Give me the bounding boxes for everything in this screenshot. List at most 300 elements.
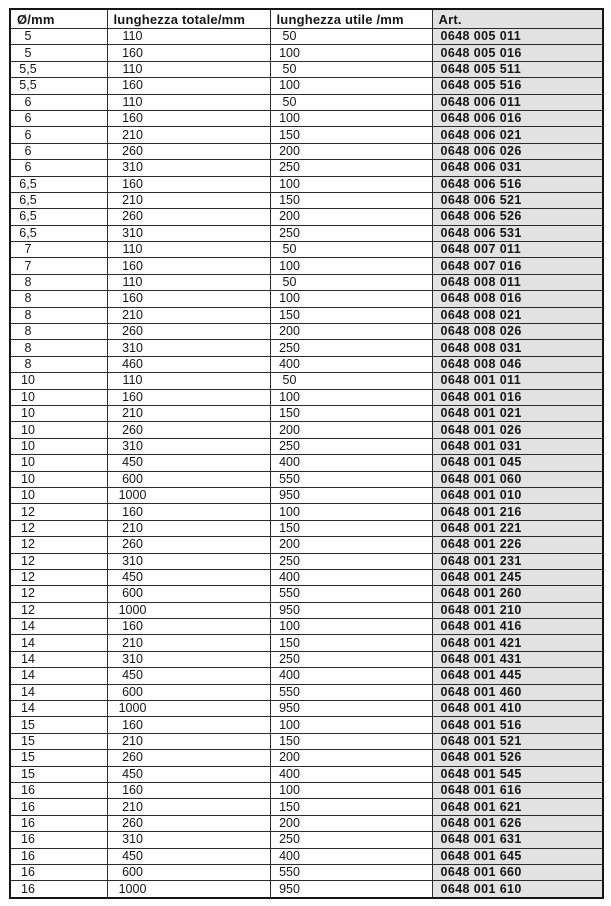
cell-value: 8 bbox=[24, 307, 32, 322]
cell-art bbox=[432, 848, 603, 864]
cell-total-length bbox=[107, 422, 270, 438]
cell-value: 200 bbox=[279, 422, 300, 437]
cell-art bbox=[432, 356, 603, 372]
cell-value: 160 bbox=[122, 717, 143, 732]
cell-diameter bbox=[10, 422, 107, 438]
cell-art bbox=[432, 127, 603, 143]
cell-value: 0648 001 621 bbox=[440, 799, 522, 814]
cell-usable-length bbox=[270, 307, 432, 323]
table-row bbox=[10, 553, 603, 569]
cell-diameter bbox=[10, 717, 107, 733]
cell-value: 100 bbox=[279, 176, 300, 191]
cell-value: 0648 001 031 bbox=[440, 438, 522, 453]
cell-value: 14 bbox=[21, 668, 35, 683]
cell-usable-length bbox=[270, 619, 432, 635]
cell-value: 16 bbox=[21, 832, 35, 847]
cell-value: 6 bbox=[24, 111, 32, 126]
cell-value: 0648 005 516 bbox=[440, 78, 522, 93]
cell-value: 100 bbox=[279, 783, 300, 798]
cell-value: 110 bbox=[122, 61, 143, 76]
cell-value: 450 bbox=[122, 766, 143, 781]
cell-value: 160 bbox=[122, 78, 143, 93]
cell-value: 150 bbox=[279, 635, 300, 650]
cell-value: 15 bbox=[21, 766, 35, 781]
cell-art bbox=[432, 258, 603, 274]
cell-value: 16 bbox=[21, 848, 35, 863]
cell-art bbox=[432, 832, 603, 848]
cell-diameter bbox=[10, 110, 107, 126]
cell-value: 14 bbox=[21, 635, 35, 650]
cell-diameter bbox=[10, 553, 107, 569]
cell-usable-length bbox=[270, 143, 432, 159]
cell-total-length bbox=[107, 668, 270, 684]
cell-value: 8 bbox=[24, 357, 32, 371]
table-row bbox=[10, 504, 603, 520]
cell-value: 100 bbox=[279, 258, 300, 273]
cell-usable-length bbox=[270, 209, 432, 225]
cell-art bbox=[432, 815, 603, 831]
cell-value: 600 bbox=[122, 684, 143, 699]
cell-value: 250 bbox=[279, 553, 300, 568]
table-row bbox=[10, 766, 603, 782]
cell-total-length bbox=[107, 340, 270, 356]
cell-diameter bbox=[10, 815, 107, 831]
cell-value: 150 bbox=[279, 307, 300, 322]
cell-value: 0648 001 626 bbox=[440, 815, 522, 830]
table-row bbox=[10, 717, 603, 733]
cell-value: 0648 006 521 bbox=[440, 193, 522, 208]
cell-art bbox=[432, 553, 603, 569]
cell-diameter bbox=[10, 586, 107, 602]
cell-art bbox=[432, 340, 603, 356]
cell-value: 550 bbox=[279, 471, 300, 486]
cell-diameter bbox=[10, 635, 107, 651]
cell-value: 600 bbox=[122, 471, 143, 486]
cell-art bbox=[432, 864, 603, 880]
cell-usable-length bbox=[270, 373, 432, 389]
cell-diameter bbox=[10, 45, 107, 61]
cell-total-length bbox=[107, 274, 270, 290]
cell-total-length bbox=[107, 258, 270, 274]
cell-diameter bbox=[10, 668, 107, 684]
cell-value: 0648 001 610 bbox=[440, 881, 522, 896]
table-row bbox=[10, 569, 603, 585]
cell-value: 6 bbox=[24, 143, 32, 158]
cell-value: 0648 001 421 bbox=[440, 635, 522, 650]
cell-diameter bbox=[10, 160, 107, 176]
cell-value: 0648 006 031 bbox=[440, 160, 522, 175]
table-row bbox=[10, 782, 603, 798]
cell-total-length bbox=[107, 307, 270, 323]
cell-value: 210 bbox=[122, 193, 143, 208]
cell-usable-length bbox=[270, 815, 432, 831]
cell-art bbox=[432, 684, 603, 700]
cell-value: 50 bbox=[282, 242, 297, 257]
cell-art bbox=[432, 422, 603, 438]
cell-art bbox=[432, 569, 603, 585]
cell-art bbox=[432, 799, 603, 815]
cell-value: 250 bbox=[279, 340, 300, 355]
cell-usable-length bbox=[270, 750, 432, 766]
cell-value: 15 bbox=[21, 750, 35, 765]
cell-value: 0648 006 011 bbox=[440, 94, 522, 109]
cell-value: 200 bbox=[279, 209, 300, 224]
cell-value: 0648 007 016 bbox=[440, 258, 522, 273]
cell-total-length bbox=[107, 176, 270, 192]
cell-value: 310 bbox=[122, 340, 143, 355]
cell-value: 0648 001 210 bbox=[440, 602, 522, 617]
cell-value: 200 bbox=[279, 815, 300, 830]
cell-value: 10 bbox=[21, 488, 35, 503]
cell-total-length bbox=[107, 799, 270, 815]
cell-value: 210 bbox=[122, 733, 143, 748]
cell-value: 0648 001 526 bbox=[440, 750, 522, 765]
cell-usable-length bbox=[270, 405, 432, 421]
cell-total-length bbox=[107, 619, 270, 635]
cell-value: 16 bbox=[21, 799, 35, 814]
cell-value: 400 bbox=[279, 455, 300, 470]
cell-diameter bbox=[10, 537, 107, 553]
cell-value: 260 bbox=[122, 324, 143, 339]
col-header-usable-length: lunghezza utile /mm bbox=[270, 9, 432, 29]
cell-value: 16 bbox=[21, 865, 35, 880]
cell-diameter bbox=[10, 864, 107, 880]
cell-total-length bbox=[107, 586, 270, 602]
cell-value: 50 bbox=[282, 29, 297, 44]
cell-total-length bbox=[107, 881, 270, 898]
cell-value: 150 bbox=[279, 520, 300, 535]
cell-total-length bbox=[107, 405, 270, 421]
cell-total-length bbox=[107, 78, 270, 94]
cell-usable-length bbox=[270, 94, 432, 110]
cell-value: 16 bbox=[21, 815, 35, 830]
table-row bbox=[10, 733, 603, 749]
cell-value: 210 bbox=[122, 127, 143, 142]
cell-usable-length bbox=[270, 651, 432, 667]
cell-total-length bbox=[107, 455, 270, 471]
cell-value: 14 bbox=[21, 619, 35, 634]
cell-diameter bbox=[10, 569, 107, 585]
cell-total-length bbox=[107, 29, 270, 45]
cell-value: 5,5 bbox=[19, 78, 37, 93]
cell-value: 8 bbox=[24, 324, 32, 339]
cell-usable-length bbox=[270, 45, 432, 61]
cell-value: 260 bbox=[122, 422, 143, 437]
cell-diameter bbox=[10, 176, 107, 192]
cell-diameter bbox=[10, 242, 107, 258]
cell-art bbox=[432, 782, 603, 798]
cell-value: 0648 005 511 bbox=[440, 61, 522, 76]
cell-total-length bbox=[107, 553, 270, 569]
cell-total-length bbox=[107, 45, 270, 61]
cell-usable-length bbox=[270, 422, 432, 438]
cell-value: 100 bbox=[279, 389, 300, 404]
cell-value: 0648 001 231 bbox=[440, 553, 522, 568]
cell-diameter bbox=[10, 324, 107, 340]
cell-usable-length bbox=[270, 881, 432, 898]
table-row bbox=[10, 487, 603, 503]
cell-value: 110 bbox=[122, 29, 143, 44]
cell-value: 400 bbox=[279, 848, 300, 863]
table-row bbox=[10, 635, 603, 651]
cell-art bbox=[432, 61, 603, 77]
cell-value: 150 bbox=[279, 406, 300, 421]
table-row bbox=[10, 274, 603, 290]
table-row bbox=[10, 848, 603, 864]
table-row bbox=[10, 405, 603, 421]
table-row bbox=[10, 29, 603, 45]
cell-value: 0648 001 416 bbox=[440, 619, 522, 634]
table-row bbox=[10, 307, 603, 323]
cell-value: 0648 001 460 bbox=[440, 684, 522, 699]
table-row bbox=[10, 356, 603, 372]
cell-value: 160 bbox=[122, 111, 143, 126]
cell-art bbox=[432, 324, 603, 340]
cell-value: 0648 001 616 bbox=[440, 783, 522, 798]
cell-diameter bbox=[10, 848, 107, 864]
cell-value: 7 bbox=[24, 242, 32, 257]
cell-art bbox=[432, 192, 603, 208]
table-row bbox=[10, 815, 603, 831]
table-row bbox=[10, 291, 603, 307]
cell-value: 310 bbox=[122, 652, 143, 667]
table-row bbox=[10, 258, 603, 274]
cell-usable-length bbox=[270, 635, 432, 651]
cell-value: 310 bbox=[122, 832, 143, 847]
cell-art bbox=[432, 307, 603, 323]
cell-value: 0648 008 031 bbox=[440, 340, 522, 355]
cell-value: 7 bbox=[24, 258, 32, 273]
cell-value: 100 bbox=[279, 504, 300, 519]
cell-value: 210 bbox=[122, 799, 143, 814]
cell-value: 150 bbox=[279, 799, 300, 814]
cell-value: 160 bbox=[122, 619, 143, 634]
cell-value: 110 bbox=[122, 242, 143, 257]
cell-value: 0648 006 516 bbox=[440, 176, 522, 191]
cell-value: 0648 008 021 bbox=[440, 307, 522, 322]
cell-total-length bbox=[107, 766, 270, 782]
cell-value: 450 bbox=[122, 570, 143, 585]
cell-value: 1000 bbox=[118, 881, 147, 896]
cell-value: 100 bbox=[279, 619, 300, 634]
cell-value: 8 bbox=[24, 340, 32, 355]
cell-value: 210 bbox=[122, 406, 143, 421]
cell-value: 250 bbox=[279, 438, 300, 453]
cell-value: 0648 001 016 bbox=[440, 389, 522, 404]
cell-value: 0648 001 021 bbox=[440, 406, 522, 421]
cell-value: 450 bbox=[122, 668, 143, 683]
cell-usable-length bbox=[270, 586, 432, 602]
cell-value: 110 bbox=[122, 275, 143, 290]
col-header-art: Art. bbox=[432, 9, 603, 29]
cell-diameter bbox=[10, 619, 107, 635]
cell-usable-length bbox=[270, 127, 432, 143]
cell-value: 0648 001 216 bbox=[440, 504, 522, 519]
cell-value: 160 bbox=[122, 504, 143, 519]
cell-art bbox=[432, 717, 603, 733]
cell-total-length bbox=[107, 537, 270, 553]
cell-value: 0648 008 046 bbox=[440, 357, 522, 371]
cell-value: 0648 005 016 bbox=[440, 45, 522, 60]
cell-usable-length bbox=[270, 258, 432, 274]
cell-usable-length bbox=[270, 242, 432, 258]
cell-art bbox=[432, 635, 603, 651]
cell-value: 0648 001 660 bbox=[440, 865, 522, 880]
cell-diameter bbox=[10, 504, 107, 520]
cell-art bbox=[432, 160, 603, 176]
cell-value: 0648 001 060 bbox=[440, 471, 522, 486]
cell-total-length bbox=[107, 127, 270, 143]
cell-value: 6,5 bbox=[19, 209, 37, 224]
cell-value: 0648 006 016 bbox=[440, 111, 522, 126]
cell-total-length bbox=[107, 635, 270, 651]
cell-total-length bbox=[107, 209, 270, 225]
cell-value: 260 bbox=[122, 209, 143, 224]
cell-value: 260 bbox=[122, 750, 143, 765]
cell-value: 14 bbox=[21, 652, 35, 667]
cell-total-length bbox=[107, 160, 270, 176]
cell-diameter bbox=[10, 29, 107, 45]
cell-value: 10 bbox=[21, 438, 35, 453]
cell-value: 250 bbox=[279, 652, 300, 667]
cell-value: 200 bbox=[279, 537, 300, 552]
col-header-diameter: Ø/mm bbox=[10, 9, 107, 29]
cell-total-length bbox=[107, 832, 270, 848]
cell-usable-length bbox=[270, 537, 432, 553]
cell-value: 6,5 bbox=[19, 225, 37, 240]
cell-usable-length bbox=[270, 291, 432, 307]
cell-value: 460 bbox=[122, 357, 143, 371]
table-body bbox=[10, 29, 603, 898]
cell-total-length bbox=[107, 143, 270, 159]
cell-value: 0648 001 260 bbox=[440, 586, 522, 601]
cell-value: 1000 bbox=[118, 488, 147, 503]
cell-value: 10 bbox=[21, 406, 35, 421]
table-row bbox=[10, 438, 603, 454]
cell-art bbox=[432, 438, 603, 454]
cell-value: 1000 bbox=[118, 701, 147, 716]
cell-usable-length bbox=[270, 29, 432, 45]
cell-usable-length bbox=[270, 782, 432, 798]
table-row bbox=[10, 61, 603, 77]
cell-value: 160 bbox=[122, 258, 143, 273]
cell-total-length bbox=[107, 356, 270, 372]
table-row bbox=[10, 864, 603, 880]
cell-value: 550 bbox=[279, 865, 300, 880]
cell-art bbox=[432, 291, 603, 307]
cell-art bbox=[432, 78, 603, 94]
cell-usable-length bbox=[270, 192, 432, 208]
cell-diameter bbox=[10, 471, 107, 487]
table-row bbox=[10, 225, 603, 241]
table-row bbox=[10, 881, 603, 898]
cell-usable-length bbox=[270, 832, 432, 848]
cell-diameter bbox=[10, 340, 107, 356]
table-row bbox=[10, 242, 603, 258]
cell-value: 0648 005 011 bbox=[440, 29, 522, 44]
cell-usable-length bbox=[270, 455, 432, 471]
cell-usable-length bbox=[270, 569, 432, 585]
cell-value: 210 bbox=[122, 520, 143, 535]
cell-value: 10 bbox=[21, 389, 35, 404]
cell-value: 0648 008 016 bbox=[440, 291, 522, 306]
cell-total-length bbox=[107, 815, 270, 831]
table-row bbox=[10, 701, 603, 717]
cell-art bbox=[432, 504, 603, 520]
cell-usable-length bbox=[270, 520, 432, 536]
cell-value: 10 bbox=[21, 455, 35, 470]
cell-total-length bbox=[107, 324, 270, 340]
cell-value: 5 bbox=[24, 29, 32, 44]
cell-total-length bbox=[107, 94, 270, 110]
cell-value: 0648 001 445 bbox=[440, 668, 522, 683]
cell-total-length bbox=[107, 389, 270, 405]
product-table bbox=[9, 8, 604, 899]
cell-value: 450 bbox=[122, 848, 143, 863]
cell-value: 15 bbox=[21, 733, 35, 748]
cell-value: 0648 001 045 bbox=[440, 455, 522, 470]
cell-value: 550 bbox=[279, 684, 300, 699]
cell-value: 16 bbox=[21, 881, 35, 896]
cell-usable-length bbox=[270, 176, 432, 192]
cell-value: 50 bbox=[282, 61, 297, 76]
cell-art bbox=[432, 619, 603, 635]
cell-total-length bbox=[107, 701, 270, 717]
cell-art bbox=[432, 45, 603, 61]
table-row bbox=[10, 619, 603, 635]
cell-art bbox=[432, 274, 603, 290]
cell-usable-length bbox=[270, 78, 432, 94]
cell-value: 400 bbox=[279, 570, 300, 585]
cell-value: 250 bbox=[279, 225, 300, 240]
cell-total-length bbox=[107, 717, 270, 733]
cell-value: 160 bbox=[122, 291, 143, 306]
cell-usable-length bbox=[270, 684, 432, 700]
cell-art bbox=[432, 602, 603, 618]
cell-value: 310 bbox=[122, 160, 143, 175]
table-row bbox=[10, 750, 603, 766]
cell-value: 600 bbox=[122, 586, 143, 601]
cell-art bbox=[432, 750, 603, 766]
cell-value: 150 bbox=[279, 193, 300, 208]
cell-total-length bbox=[107, 438, 270, 454]
cell-value: 950 bbox=[279, 881, 300, 896]
cell-value: 0648 007 011 bbox=[440, 242, 522, 257]
cell-diameter bbox=[10, 881, 107, 898]
cell-value: 200 bbox=[279, 750, 300, 765]
cell-value: 50 bbox=[282, 94, 297, 109]
cell-value: 260 bbox=[122, 815, 143, 830]
cell-value: 12 bbox=[21, 570, 35, 585]
table-row bbox=[10, 389, 603, 405]
cell-value: 0648 001 245 bbox=[440, 570, 522, 585]
cell-total-length bbox=[107, 602, 270, 618]
cell-total-length bbox=[107, 520, 270, 536]
cell-diameter bbox=[10, 127, 107, 143]
cell-diameter bbox=[10, 78, 107, 94]
cell-art bbox=[432, 668, 603, 684]
cell-value: 12 bbox=[21, 504, 35, 519]
cell-value: 0648 001 010 bbox=[440, 488, 522, 503]
table-row bbox=[10, 209, 603, 225]
cell-value: 550 bbox=[279, 586, 300, 601]
cell-diameter bbox=[10, 225, 107, 241]
table-row bbox=[10, 537, 603, 553]
cell-usable-length bbox=[270, 225, 432, 241]
cell-diameter bbox=[10, 389, 107, 405]
cell-value: 50 bbox=[282, 275, 297, 290]
cell-diameter bbox=[10, 750, 107, 766]
